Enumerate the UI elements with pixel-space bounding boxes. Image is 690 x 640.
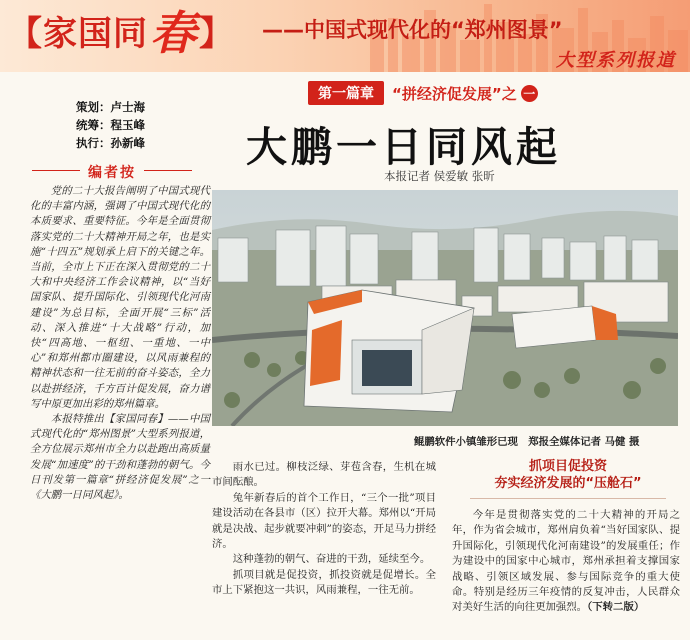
article-paragraph-text: 今年是贯彻落实党的二十大精神的开局之年，作为省会城市，郑州肩负着“当好国家队、提升国际化，引领现代化河南建设”的发展重任；作为建设中的国家中心城市，郑州承担着支撑国家战略、引领区域发展、参与国际竞争的重大使命。特别是经历三年疫情的反复冲击，人民群众对美好生活的向往更加强烈。 — [452, 509, 680, 614]
editor-note-paragraph: 党的二十大报告阐明了中国式现代化的丰富内涵，强调了中国式现代化的本质要求、重要特征。今年是全面贯彻落实党的二十大精神开局之年，也是实施“十四五”规划承上启下的关键之年。当前，全市上下正在深入贯彻党的二十大和中央经济工作会议精神，以“当好国家队、提升国际化、引领现代化河南建设”为总目标，全面开展“三标”活动、深入推进“十大战略”行动，加快“四高地、一枢纽、一重地、一中心”和郑州都市圈建设，以风雨兼程的精神状态和一往无前的奋斗姿态，全力以赴拼经济，千方百计促发展，奋力谱写中原更加出彩的郑州篇章。 — [30, 185, 210, 410]
chapter-label-row — [308, 82, 538, 104]
article-paragraph: 兔年新春后的首个工作日，“三个一批”项目建设活动在各县市（区）拉开大幕。郑州以“开局就是决战、起步就要冲刺”的姿态，开足马力拼经济。 — [212, 491, 436, 551]
credit-coordinator: 统筹：程玉峰 — [76, 118, 145, 132]
credits-block — [76, 98, 145, 152]
chapter-theme: “拼经济促发展”之 — [392, 84, 517, 103]
editor-note — [30, 184, 210, 503]
series-emphasis-char: 春 — [150, 6, 197, 60]
subheading-divider — [470, 498, 666, 499]
article-byline: 本报记者 侯爱敏 张昕 — [384, 169, 495, 183]
article-body-column-2 — [452, 508, 680, 616]
photo-caption: 鲲鹏软件小镇雏形已现 郑报全媒体记者 马健 摄 — [414, 436, 640, 448]
continued-on-page-link[interactable]: （下转二版） — [587, 601, 645, 614]
chapter-badge: 第一篇章 — [308, 81, 384, 105]
chapter-number-badge: 一 — [521, 85, 538, 102]
credit-executor: 执行：孙新峰 — [76, 136, 145, 150]
series-name — [8, 6, 234, 60]
credit-planner: 策划：卢士海 — [76, 100, 145, 114]
series-banner — [0, 0, 690, 72]
article-headline: 大鹏一日同风起 — [246, 123, 561, 171]
bracket-close: 】 — [199, 13, 234, 54]
series-subtitle: ——中国式现代化的“郑州图景” — [262, 18, 563, 42]
article-paragraph: 雨水已过。柳枝泛绿、芽苞含春，生机在城市间酝酿。 — [212, 461, 436, 489]
bracket-open: 【 — [8, 13, 43, 54]
article-paragraph: 这种蓬勃的朝气、奋进的干劲，延续至今。 — [232, 553, 431, 566]
section-subheading — [470, 458, 666, 492]
subheading-line-1: 抓项目促投资 — [528, 459, 607, 474]
editor-note-paragraph: 本报特推出【家国同春】——中国式现代化的“郑州图景”大型系列报道，全方位展示郑州市全力以赴跑出高质量发展“加速度”的干劲和蓬勃的朝气。今日刊发第一篇章“拼经济促发展”之一《大鹏一日同风起》。 — [30, 413, 210, 502]
article-body-column-1 — [212, 460, 436, 599]
article-paragraph: 抓项目就是促投资，抓投资就是促增长。全市上下紧抱这一共识，风雨兼程，一往无前。 — [212, 568, 436, 597]
subheading-line-2: 夯实经济发展的“压舱石” — [494, 476, 642, 491]
aerial-photo — [212, 190, 678, 426]
series-prefix: 家国同 — [43, 13, 148, 54]
series-label: 大型系列报道 — [556, 50, 676, 71]
editor-note-title: 编者按 — [88, 162, 136, 182]
article-paragraph — [452, 508, 680, 616]
aerial-town-illustration — [212, 190, 678, 426]
